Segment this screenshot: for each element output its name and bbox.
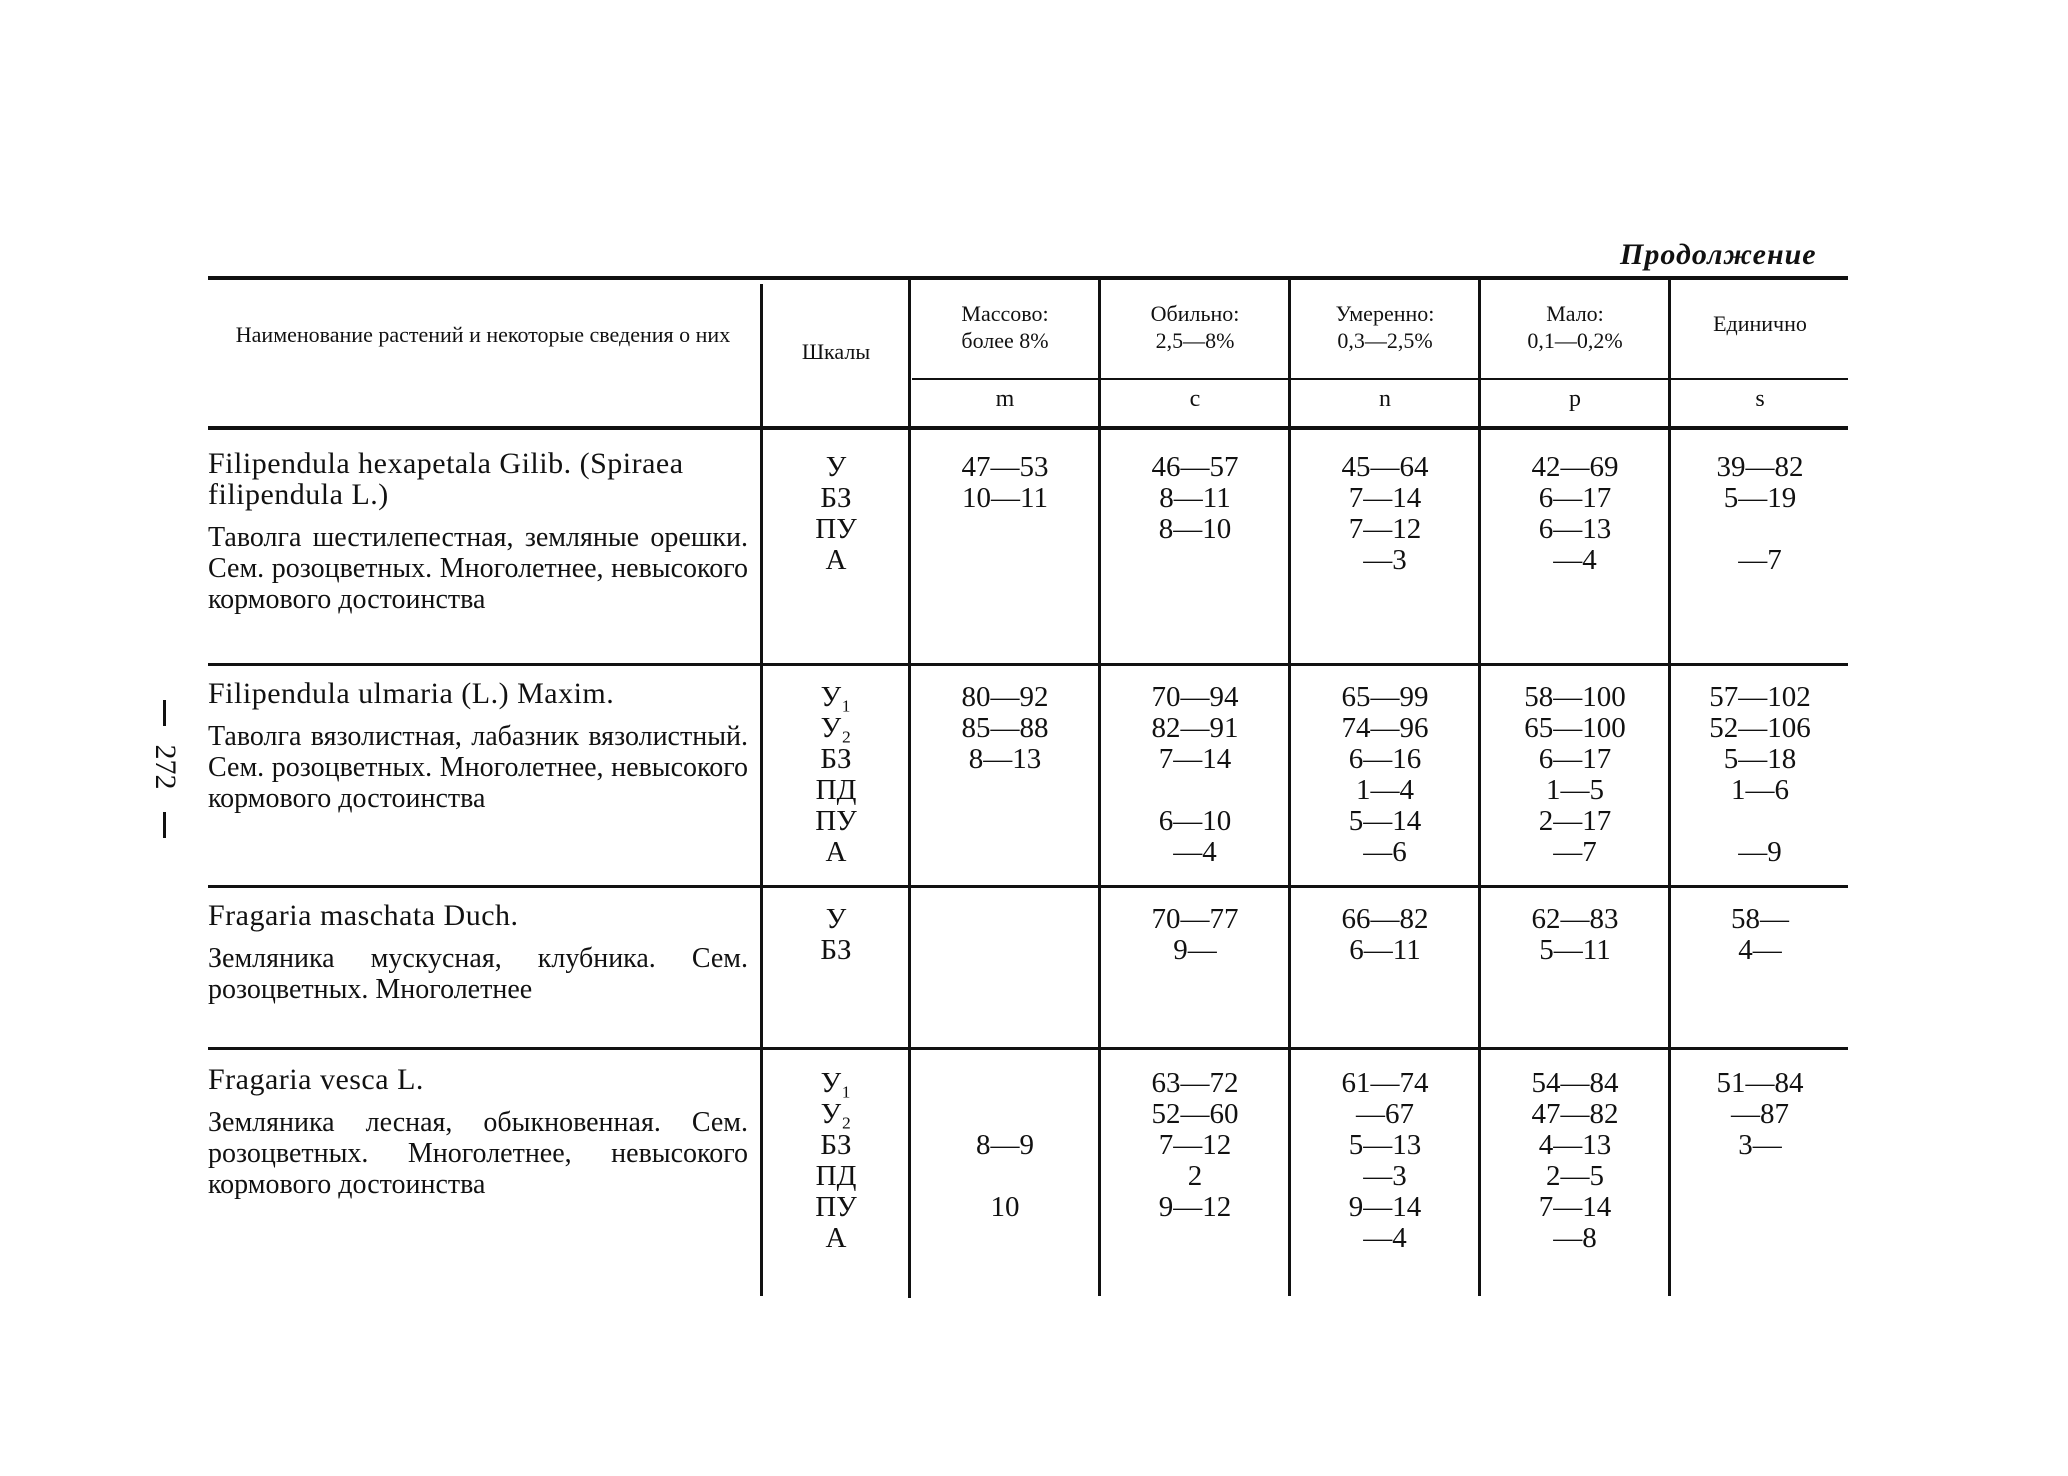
value <box>1102 775 1288 806</box>
value-cell-s <box>1672 682 1848 868</box>
value: 45—64 <box>1341 451 1429 483</box>
value: 51—84 <box>1716 1067 1804 1099</box>
header-letter-s: s <box>1755 386 1765 412</box>
value: 47—53 <box>961 451 1049 483</box>
value: —3 <box>1363 544 1407 576</box>
value: 62—83 <box>1531 903 1619 935</box>
value: —4 <box>1553 544 1597 576</box>
value <box>1102 545 1288 576</box>
header-scales: Шкалы <box>801 339 871 364</box>
value: 10—11 <box>962 482 1048 514</box>
value: 8—9 <box>976 1129 1034 1161</box>
value: 1—5 <box>1546 774 1604 806</box>
header-massovo <box>912 300 1098 354</box>
scale-label: ПД <box>815 1160 857 1192</box>
value-cell-c <box>1102 452 1288 576</box>
header-label: 2,5—8% <box>1155 328 1235 353</box>
value: 9—14 <box>1348 1191 1422 1223</box>
value: —9 <box>1738 836 1782 868</box>
value: 7—14 <box>1538 1191 1612 1223</box>
scale-label: У <box>825 451 847 483</box>
value <box>1672 1161 1848 1192</box>
plant-russian-description: Земляника лесная, обыкновенная. Сем. розоцветных. Многолетнее, невысокого кормового достоинства <box>208 1107 748 1200</box>
value: 8—13 <box>968 743 1042 775</box>
plant-description <box>208 448 748 615</box>
value: 46—57 <box>1151 451 1239 483</box>
value: 6—16 <box>1348 743 1422 775</box>
scale-label: БЗ <box>820 1129 852 1161</box>
value: 58—100 <box>1524 681 1626 713</box>
header-letter-c: c <box>1189 386 1201 412</box>
plant-russian-description: Таволга вязолистная, лабазник вязолистный. Сем. розоцветных. Многолетнее, невысокого кормового достоинства <box>208 721 748 814</box>
value <box>912 935 1098 966</box>
value: —7 <box>1738 544 1782 576</box>
value: 2—17 <box>1538 805 1612 837</box>
value: 9— <box>1173 934 1217 966</box>
column-rule <box>1478 280 1481 1296</box>
value-cell-p <box>1482 452 1668 576</box>
value: 52—106 <box>1709 712 1811 744</box>
scale-label: А <box>825 544 847 576</box>
scale-label: У₁ <box>820 1067 852 1099</box>
value-cell-p <box>1482 904 1668 966</box>
value: 10 <box>990 1191 1020 1223</box>
header-sub-rule <box>912 378 1848 380</box>
value: 5—19 <box>1723 482 1797 514</box>
value-cell-m <box>912 1068 1098 1254</box>
value: —67 <box>1356 1098 1414 1130</box>
value: 6—13 <box>1538 513 1612 545</box>
scale-label: ПУ <box>815 1191 857 1223</box>
value: 4—13 <box>1538 1129 1612 1161</box>
value: —87 <box>1731 1098 1789 1130</box>
value <box>912 837 1098 868</box>
value: 74—96 <box>1341 712 1429 744</box>
column-rule <box>908 276 911 1298</box>
plant-russian-description: Таволга шестилепестная, земляные орешки. Сем. розоцветных. Многолетнее, невысокого кормового достоинства <box>208 522 748 615</box>
header-label: Мало: <box>1546 301 1604 326</box>
scale-cell <box>764 904 908 966</box>
value: 7—14 <box>1348 482 1422 514</box>
value <box>1672 1223 1848 1254</box>
value: 6—11 <box>1349 934 1421 966</box>
value: —8 <box>1553 1222 1597 1254</box>
value: 58— <box>1731 903 1789 935</box>
scale-cell <box>764 682 908 868</box>
value: 42—69 <box>1531 451 1619 483</box>
value-cell-p <box>1482 1068 1668 1254</box>
page-number-dash <box>163 812 166 838</box>
value: 7—14 <box>1158 743 1232 775</box>
value: 6—17 <box>1538 743 1612 775</box>
value-cell-m <box>912 682 1098 868</box>
header-label: 0,1—0,2% <box>1527 328 1623 353</box>
value: 65—99 <box>1341 681 1429 713</box>
value-cell-s <box>1672 904 1848 966</box>
value: 47—82 <box>1531 1098 1619 1130</box>
column-rule <box>760 284 763 1296</box>
value: 82—91 <box>1151 712 1239 744</box>
value: 54—84 <box>1531 1067 1619 1099</box>
value <box>912 806 1098 837</box>
plant-latin-name: Fragaria vesca L. <box>208 1063 424 1096</box>
value: 5—18 <box>1723 743 1797 775</box>
value: 65—100 <box>1524 712 1626 744</box>
header-obilno <box>1102 300 1288 354</box>
column-rule <box>1098 280 1101 1296</box>
value <box>1672 806 1848 837</box>
scale-cell <box>764 452 908 576</box>
value <box>912 1099 1098 1130</box>
value: —4 <box>1173 836 1217 868</box>
value: 5—13 <box>1348 1129 1422 1161</box>
plant-description <box>208 900 748 1005</box>
value-cell-m <box>912 452 1098 576</box>
value: 57—102 <box>1709 681 1811 713</box>
value <box>912 1223 1098 1254</box>
value: 63—72 <box>1151 1067 1239 1099</box>
header-label: Единично <box>1713 311 1807 336</box>
value <box>912 1068 1098 1099</box>
value <box>912 1161 1098 1192</box>
value-cell-c <box>1102 904 1288 966</box>
value: 5—14 <box>1348 805 1422 837</box>
scale-label: У₁ <box>820 681 852 713</box>
value-cell-n <box>1292 452 1478 576</box>
value: 85—88 <box>961 712 1049 744</box>
value-cell-c <box>1102 1068 1288 1254</box>
header-letter-n: n <box>1379 386 1391 412</box>
header-umerenno <box>1292 300 1478 354</box>
value: 2 <box>1187 1160 1203 1192</box>
value <box>912 904 1098 935</box>
value: —4 <box>1363 1222 1407 1254</box>
value-cell-m <box>912 904 1098 966</box>
header-edinichno <box>1672 310 1848 337</box>
header-letter-m: m <box>995 386 1015 412</box>
header-label: 0,3—2,5% <box>1337 328 1433 353</box>
scale-label: У₂ <box>820 1098 852 1130</box>
value: 8—10 <box>1158 513 1232 545</box>
value: 70—94 <box>1151 681 1239 713</box>
value-cell-n <box>1292 682 1478 868</box>
value: 80—92 <box>961 681 1049 713</box>
header-label: Умеренно: <box>1335 301 1435 326</box>
scale-label: У₂ <box>820 712 852 744</box>
scale-label: БЗ <box>820 934 852 966</box>
scale-label: ПУ <box>815 805 857 837</box>
value: 3— <box>1738 1129 1782 1161</box>
scale-label: ПУ <box>815 513 857 545</box>
scale-cell <box>764 1068 908 1254</box>
page-number <box>145 700 185 840</box>
value: 2—5 <box>1546 1160 1604 1192</box>
scale-label: ПД <box>815 774 857 806</box>
value <box>1102 1223 1288 1254</box>
value <box>1672 1192 1848 1223</box>
value: 5—11 <box>1539 934 1611 966</box>
column-rule <box>1288 280 1291 1296</box>
scale-label: А <box>825 1222 847 1254</box>
plant-russian-description: Земляника мускусная, клубника. Сем. розоцветных. Многолетнее <box>208 943 748 1005</box>
value <box>912 545 1098 576</box>
value: 66—82 <box>1341 903 1429 935</box>
plant-table <box>208 276 1848 1296</box>
scale-label: У <box>825 903 847 935</box>
value-cell-n <box>1292 1068 1478 1254</box>
value: 1—6 <box>1731 774 1789 806</box>
value <box>1672 514 1848 545</box>
header-bottom-rule <box>208 426 1848 430</box>
value-cell-p <box>1482 682 1668 868</box>
value: 4— <box>1738 934 1782 966</box>
table-top-rule <box>208 276 1848 280</box>
value: 6—10 <box>1158 805 1232 837</box>
value: 7—12 <box>1158 1129 1232 1161</box>
page-number-text: 272 <box>149 744 182 790</box>
scale-label: БЗ <box>820 482 852 514</box>
value: 9—12 <box>1158 1191 1232 1223</box>
value-cell-n <box>1292 904 1478 966</box>
value-cell-s <box>1672 1068 1848 1254</box>
scale-label: БЗ <box>820 743 852 775</box>
value: 7—12 <box>1348 513 1422 545</box>
header-label: Массово: <box>961 301 1049 326</box>
value: 39—82 <box>1716 451 1804 483</box>
value: 61—74 <box>1341 1067 1429 1099</box>
value: —6 <box>1363 836 1407 868</box>
column-rule <box>1668 280 1671 1296</box>
plant-description <box>208 1064 748 1200</box>
value-cell-s <box>1672 452 1848 576</box>
value: 1—4 <box>1356 774 1414 806</box>
header-letter-p: p <box>1569 386 1581 412</box>
header-malo <box>1482 300 1668 354</box>
value <box>912 514 1098 545</box>
value: —7 <box>1553 836 1597 868</box>
header-name: Наименование растений и некоторые сведения о них <box>235 322 731 347</box>
value: 8—11 <box>1159 482 1231 514</box>
value <box>912 775 1098 806</box>
plant-latin-name: Filipendula ulmaria (L.) Maxim. <box>208 677 615 710</box>
value: —3 <box>1363 1160 1407 1192</box>
header-label: Обильно: <box>1150 301 1240 326</box>
continuation-label: Продолжение <box>1620 238 1817 271</box>
row-separator <box>208 1047 1848 1050</box>
row-separator <box>208 885 1848 888</box>
plant-latin-name: Filipendula hexapetala Gilib. (Spiraea filipendula L.) <box>208 447 684 511</box>
value: 52—60 <box>1151 1098 1239 1130</box>
plant-description <box>208 678 748 814</box>
row-separator <box>208 663 1848 666</box>
value: 6—17 <box>1538 482 1612 514</box>
scale-label: А <box>825 836 847 868</box>
plant-latin-name: Fragaria maschata Duch. <box>208 899 519 932</box>
value: 70—77 <box>1151 903 1239 935</box>
value-cell-c <box>1102 682 1288 868</box>
header-label: более 8% <box>961 328 1049 353</box>
